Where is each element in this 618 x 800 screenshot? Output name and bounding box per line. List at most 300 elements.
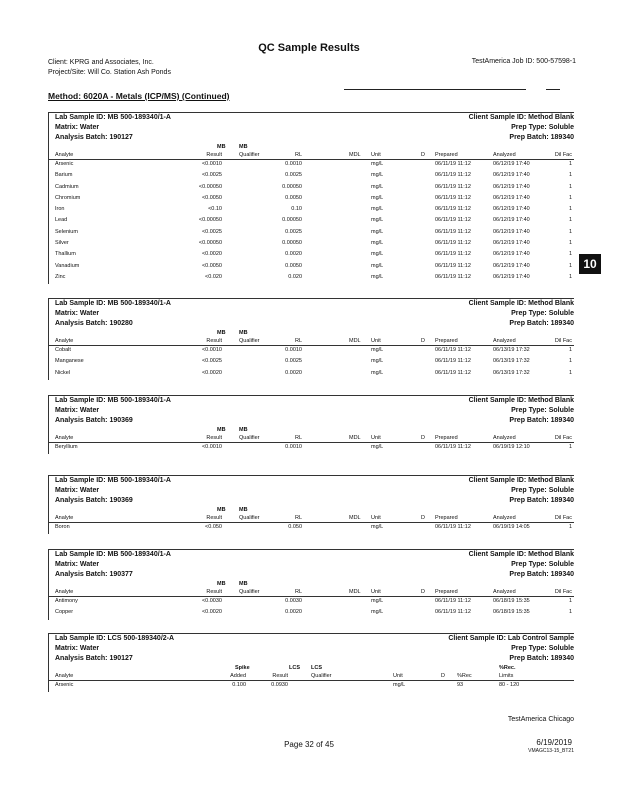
- cell-result: <0.0025: [201, 358, 222, 365]
- cell-unit: mg/L: [371, 358, 384, 365]
- cell-rec: 93: [457, 682, 464, 688]
- table-row: [49, 239, 574, 250]
- cell-result: <0.00050: [198, 240, 222, 247]
- column-header-rl: RL: [294, 338, 302, 344]
- cell-unit: mg/L: [371, 369, 384, 376]
- cell-prepared: 06/11/19 11:12: [435, 598, 471, 604]
- client-sample-id: Client Sample ID: Method Blank: [468, 114, 574, 121]
- cell-limits: 80 - 120: [499, 682, 520, 688]
- column-header-unit: Unit: [371, 589, 381, 595]
- column-header-d: D: [421, 589, 425, 595]
- matrix: Matrix: Water: [55, 645, 100, 652]
- client-sample-id: Client Sample ID: Lab Control Sample: [448, 635, 574, 642]
- lab-sample-id: Lab Sample ID: MB 500-189340/1-A: [55, 551, 171, 558]
- cell-analyzed: 06/12/19 17:40: [493, 206, 530, 213]
- table-row: [49, 608, 574, 619]
- cell-unit: mg/L: [371, 183, 384, 190]
- cell-result: <0.0020: [201, 251, 222, 258]
- cell-result: <0.0025: [201, 228, 222, 235]
- mb-label: MB: [217, 144, 226, 150]
- cell-analyzed: 06/12/19 17:40: [493, 161, 530, 167]
- cell-analyzed: 06/12/19 17:40: [493, 194, 530, 201]
- table-row: [49, 205, 574, 216]
- cell-analyzed: 06/12/19 17:40: [493, 228, 530, 235]
- qualifier-row: [49, 580, 574, 588]
- info-row: [49, 560, 574, 570]
- info-row: [49, 123, 574, 133]
- cell-unit: mg/L: [371, 217, 384, 224]
- cell-prepared: 06/11/19 11:12: [435, 228, 471, 235]
- cell-prepared: 06/11/19 11:12: [435, 217, 471, 224]
- footer-code: VMAGC13-15_BT21: [528, 748, 574, 754]
- column-header-analyte: Analyte: [55, 589, 74, 595]
- client-name: Client: KPRG and Associates, Inc.: [48, 59, 154, 66]
- cell-dil: 1: [568, 240, 572, 247]
- column-header-unit: Unit: [371, 435, 381, 441]
- cell-rl: 0.0025: [285, 228, 302, 235]
- column-header-rl: RL: [294, 435, 302, 441]
- cell-unit: mg/L: [371, 194, 384, 201]
- cell-analyte: Arsenic: [55, 682, 74, 688]
- cell-analyzed: 06/13/19 17:32: [493, 369, 530, 376]
- cell-analyzed: 06/18/19 15:35: [493, 598, 530, 604]
- cell-analyte: Antimony: [55, 598, 78, 604]
- column-header-d: D: [421, 152, 425, 158]
- matrix: Matrix: Water: [55, 407, 100, 414]
- cell-rl: 0.0050: [285, 194, 302, 201]
- cell-dil: 1: [568, 228, 572, 235]
- info-row: [49, 416, 574, 426]
- column-header-dil: Dil Fac: [554, 515, 572, 521]
- column-header-analyzed: Analyzed: [493, 435, 516, 441]
- table-row: [49, 250, 574, 261]
- table-row: [49, 160, 574, 171]
- cell-unit: mg/L: [371, 347, 384, 353]
- prep-type: Prep Type: Soluble: [511, 407, 574, 414]
- cell-result: <0.0050: [201, 262, 222, 269]
- column-header-mdl: MDL: [349, 152, 361, 158]
- cell-analyzed: 06/13/19 17:32: [493, 347, 530, 353]
- divider: [344, 89, 526, 90]
- cell-rl: 0.00050: [282, 240, 302, 247]
- cell-unit: mg/L: [371, 444, 384, 450]
- cell-unit: mg/L: [371, 172, 384, 179]
- mb-label: MB: [239, 144, 248, 150]
- column-header-prepared: Prepared: [435, 435, 458, 441]
- cell-unit: mg/L: [393, 682, 406, 688]
- column-header-analyte: Analyte: [55, 515, 74, 521]
- prep-type: Prep Type: Soluble: [511, 310, 574, 317]
- lcs-label: LCS: [311, 665, 322, 671]
- table-row: [49, 346, 574, 357]
- prep-batch: Prep Batch: 189340: [509, 417, 574, 424]
- qc-block: [48, 549, 574, 620]
- info-row: [49, 396, 574, 406]
- column-header-result: Result: [206, 435, 222, 441]
- qualifier-row: [49, 329, 574, 337]
- lcs-block: [48, 633, 574, 692]
- column-header-analyte: Analyte: [55, 673, 74, 679]
- column-header-row: [49, 434, 574, 443]
- analysis-batch: Analysis Batch: 190280: [55, 320, 133, 327]
- cell-rl: 0.0020: [285, 369, 302, 376]
- cell-rl: 0.00050: [282, 183, 302, 190]
- job-id: TestAmerica Job ID: 500-57598-1: [471, 58, 576, 65]
- cell-rl: 0.0010: [285, 161, 302, 167]
- cell-result: <0.0010: [201, 444, 222, 450]
- cell-result: <0.00050: [198, 183, 222, 190]
- prep-batch: Prep Batch: 189340: [509, 134, 574, 141]
- mb-label: MB: [217, 427, 226, 433]
- client-sample-id: Client Sample ID: Method Blank: [468, 477, 574, 484]
- prep-type: Prep Type: Soluble: [511, 645, 574, 652]
- prep-batch: Prep Batch: 189340: [509, 571, 574, 578]
- cell-dil: 1: [568, 273, 572, 280]
- cell-result: <0.0050: [201, 194, 222, 201]
- mb-label: MB: [217, 581, 226, 587]
- mb-label: MB: [239, 330, 248, 336]
- lab-sample-id: Lab Sample ID: MB 500-189340/1-A: [55, 477, 171, 484]
- analysis-batch: Analysis Batch: 190369: [55, 497, 133, 504]
- cell-rl: 0.0020: [285, 251, 302, 258]
- cell-analyzed: 06/12/19 17:40: [493, 240, 530, 247]
- mb-label: MB: [239, 427, 248, 433]
- qc-block: [48, 298, 574, 380]
- info-row: [49, 570, 574, 580]
- project-site: Project/Site: Will Co. Station Ash Ponds: [48, 69, 171, 76]
- cell-result: 0.0930: [271, 682, 288, 688]
- cell-analyzed: 06/13/19 17:32: [493, 358, 530, 365]
- cell-result: <0.050: [205, 524, 222, 530]
- column-header-row: [49, 337, 574, 346]
- page-number: Page 32 of 45: [284, 740, 334, 749]
- column-header-d: D: [421, 515, 425, 521]
- qc-block: [48, 475, 574, 534]
- cell-unit: mg/L: [371, 609, 384, 616]
- matrix: Matrix: Water: [55, 310, 100, 317]
- column-header-analyzed: Analyzed: [493, 589, 516, 595]
- info-row: [49, 476, 574, 486]
- info-row: [49, 634, 574, 644]
- column-header-analyte: Analyte: [55, 435, 74, 441]
- cell-prepared: 06/11/19 11:12: [435, 444, 471, 450]
- mb-label: MB: [239, 507, 248, 513]
- cell-analyte: Iron: [55, 206, 65, 213]
- cell-prepared: 06/11/19 11:12: [435, 240, 471, 247]
- footer-date: 6/19/2019: [536, 738, 572, 747]
- cell-rl: 0.0010: [285, 444, 302, 450]
- table-row: [49, 228, 574, 239]
- client-sample-id: Client Sample ID: Method Blank: [468, 551, 574, 558]
- cell-analyte: Boron: [55, 524, 70, 530]
- info-row: [49, 133, 574, 143]
- cell-dil: 1: [568, 161, 572, 167]
- cell-analyzed: 06/18/19 15:35: [493, 609, 530, 616]
- cell-prepared: 06/11/19 11:12: [435, 161, 471, 167]
- cell-unit: mg/L: [371, 262, 384, 269]
- cell-prepared: 06/11/19 11:12: [435, 194, 471, 201]
- cell-rl: 0.020: [288, 273, 302, 280]
- cell-dil: 1: [568, 217, 572, 224]
- cell-rl: 0.0025: [285, 172, 302, 179]
- cell-analyzed: 06/19/19 12:10: [493, 444, 530, 450]
- prep-batch: Prep Batch: 189340: [509, 320, 574, 327]
- cell-dil: 1: [568, 183, 572, 190]
- column-header-result: Result: [272, 673, 288, 679]
- column-header-result: Result: [206, 589, 222, 595]
- info-row: [49, 406, 574, 416]
- cell-result: <0.10: [208, 206, 222, 213]
- column-header-qualifier: Qualifier: [239, 152, 260, 158]
- prep-batch: Prep Batch: 189340: [509, 497, 574, 504]
- cell-result: <0.0010: [201, 161, 222, 167]
- cell-prepared: 06/11/19 11:12: [435, 172, 471, 179]
- cell-rl: 0.00050: [282, 217, 302, 224]
- section-tab: 10: [579, 254, 601, 274]
- column-header-row: [49, 672, 574, 681]
- column-header-analyte: Analyte: [55, 338, 74, 344]
- cell-prepared: 06/11/19 11:12: [435, 183, 471, 190]
- mb-label: MB: [217, 330, 226, 336]
- cell-rl: 0.0025: [285, 358, 302, 365]
- prep-type: Prep Type: Soluble: [511, 124, 574, 131]
- column-header-mdl: MDL: [349, 515, 361, 521]
- lab-sample-id: Lab Sample ID: MB 500-189340/1-A: [55, 397, 171, 404]
- cell-analyte: Beryllium: [55, 444, 78, 450]
- table-row: [49, 194, 574, 205]
- cell-result: <0.0010: [201, 347, 222, 353]
- cell-analyzed: 06/12/19 17:40: [493, 183, 530, 190]
- cell-analyte: Lead: [55, 217, 68, 224]
- cell-prepared: 06/11/19 11:12: [435, 369, 471, 376]
- column-header-row: [49, 514, 574, 523]
- qualifier-row: [49, 426, 574, 434]
- analysis-batch: Analysis Batch: 190127: [55, 655, 133, 662]
- cell-rl: 0.10: [291, 206, 302, 213]
- mb-label: MB: [239, 581, 248, 587]
- cell-dil: 1: [568, 194, 572, 201]
- cell-analyte: Chromium: [55, 194, 81, 201]
- cell-analyte: Zinc: [55, 273, 66, 280]
- cell-prepared: 06/11/19 11:12: [435, 251, 471, 258]
- cell-prepared: 06/11/19 11:12: [435, 358, 471, 365]
- column-header-rec: %Rec: [457, 673, 472, 679]
- table-row: [49, 597, 574, 608]
- column-header-unit: Unit: [371, 152, 381, 158]
- column-header-rl: RL: [294, 589, 302, 595]
- cell-unit: mg/L: [371, 161, 384, 167]
- qc-block: [48, 112, 574, 284]
- cell-rl: 0.0050: [285, 262, 302, 269]
- column-header-mdl: MDL: [349, 589, 361, 595]
- matrix: Matrix: Water: [55, 124, 100, 131]
- column-header-qualifier: Qualifier: [239, 515, 260, 521]
- column-header-row: [49, 151, 574, 160]
- cell-analyte: Nickel: [55, 369, 70, 376]
- cell-prepared: 06/11/19 11:12: [435, 609, 471, 616]
- column-header-analyzed: Analyzed: [493, 338, 516, 344]
- cell-result: <0.0020: [201, 369, 222, 376]
- cell-spike-added: 0.100: [232, 682, 246, 688]
- matrix: Matrix: Water: [55, 487, 100, 494]
- cell-analyte: Barium: [55, 172, 73, 179]
- cell-analyte: Arsenic: [55, 161, 74, 167]
- column-header-result: Result: [206, 515, 222, 521]
- analysis-batch: Analysis Batch: 190369: [55, 417, 133, 424]
- column-header-rl: RL: [294, 515, 302, 521]
- header-client-info: [48, 58, 171, 78]
- cell-prepared: 06/11/19 11:12: [435, 273, 471, 280]
- column-header-result: Result: [206, 152, 222, 158]
- matrix: Matrix: Water: [55, 561, 100, 568]
- cell-dil: 1: [568, 609, 572, 616]
- column-header-mdl: MDL: [349, 435, 361, 441]
- column-header-unit: Unit: [371, 515, 381, 521]
- cell-analyte: Thallium: [55, 251, 76, 258]
- cell-prepared: 06/11/19 11:12: [435, 524, 471, 530]
- column-header-qualifier: Qualifier: [311, 673, 332, 679]
- column-header-row: [49, 588, 574, 597]
- client-sample-id: Client Sample ID: Method Blank: [468, 397, 574, 404]
- cell-prepared: 06/11/19 11:12: [435, 262, 471, 269]
- cell-analyte: Selenium: [55, 228, 78, 235]
- prep-type: Prep Type: Soluble: [511, 487, 574, 494]
- info-row: [49, 319, 574, 329]
- cell-result: <0.0025: [201, 172, 222, 179]
- info-row: [49, 299, 574, 309]
- analysis-batch: Analysis Batch: 190127: [55, 134, 133, 141]
- table-row: [49, 171, 574, 182]
- cell-analyzed: 06/12/19 17:40: [493, 262, 530, 269]
- column-header-analyzed: Analyzed: [493, 152, 516, 158]
- table-row: [49, 216, 574, 227]
- column-header-spike_bottom: Added: [230, 673, 246, 679]
- cell-result: <0.00050: [198, 217, 222, 224]
- qualifier-row: [49, 506, 574, 514]
- table-row: [49, 443, 574, 454]
- cell-rl: 0.050: [288, 524, 302, 530]
- info-row: [49, 550, 574, 560]
- lcs-header-top: [49, 664, 574, 672]
- column-header-rl: RL: [294, 152, 302, 158]
- client-sample-id: Client Sample ID: Method Blank: [468, 300, 574, 307]
- method-title: Method: 6020A - Metals (ICP/MS) (Continued): [48, 91, 230, 101]
- column-header-dil: Dil Fac: [554, 435, 572, 441]
- cell-analyte: Silver: [55, 240, 69, 247]
- info-row: [49, 654, 574, 664]
- analysis-batch: Analysis Batch: 190377: [55, 571, 133, 578]
- cell-result: <0.0020: [201, 609, 222, 616]
- table-row: [49, 523, 574, 534]
- column-header-result: Result: [206, 338, 222, 344]
- column-header-unit: Unit: [371, 338, 381, 344]
- cell-unit: mg/L: [371, 524, 384, 530]
- column-header-unit: Unit: [393, 673, 403, 679]
- cell-analyte: Cobalt: [55, 347, 71, 353]
- cell-analyte: Vanadium: [55, 262, 80, 269]
- info-row: [49, 113, 574, 123]
- table-row: [49, 273, 574, 284]
- column-header-prepared: Prepared: [435, 152, 458, 158]
- column-header-dil: Dil Fac: [554, 589, 572, 595]
- column-header-mdl: MDL: [349, 338, 361, 344]
- rec-label: %Rec.: [499, 665, 516, 671]
- column-header-qualifier: Qualifier: [239, 589, 260, 595]
- cell-analyzed: 06/12/19 17:40: [493, 172, 530, 179]
- table-row: [49, 681, 574, 692]
- cell-prepared: 06/11/19 11:12: [435, 206, 471, 213]
- cell-dil: 1: [568, 172, 572, 179]
- qc-block: [48, 395, 574, 454]
- cell-unit: mg/L: [371, 240, 384, 247]
- cell-unit: mg/L: [371, 251, 384, 258]
- column-header-qualifier: Qualifier: [239, 338, 260, 344]
- column-header-d: D: [441, 673, 445, 679]
- column-header-prepared: Prepared: [435, 515, 458, 521]
- cell-unit: mg/L: [371, 273, 384, 280]
- table-row: [49, 357, 574, 368]
- table-row: [49, 369, 574, 380]
- lab-sample-id: Lab Sample ID: LCS 500-189340/2-A: [55, 635, 175, 642]
- cell-unit: mg/L: [371, 228, 384, 235]
- cell-analyte: Copper: [55, 609, 74, 616]
- column-header-limits: Limits: [499, 673, 514, 679]
- column-header-dil: Dil Fac: [554, 338, 572, 344]
- cell-analyzed: 06/12/19 17:40: [493, 217, 530, 224]
- column-header-analyte: Analyte: [55, 152, 74, 158]
- cell-analyzed: 06/19/19 14:05: [493, 524, 530, 530]
- cell-dil: 1: [568, 251, 572, 258]
- cell-dil: 1: [568, 206, 572, 213]
- table-row: [49, 183, 574, 194]
- cell-analyzed: 06/12/19 17:40: [493, 251, 530, 258]
- cell-unit: mg/L: [371, 598, 384, 604]
- info-row: [49, 486, 574, 496]
- cell-analyte: Cadmium: [55, 183, 79, 190]
- cell-prepared: 06/11/19 11:12: [435, 347, 471, 353]
- column-header-d: D: [421, 338, 425, 344]
- cell-dil: 1: [568, 598, 572, 604]
- column-header-d: D: [421, 435, 425, 441]
- column-header-prepared: Prepared: [435, 589, 458, 595]
- cell-dil: 1: [568, 358, 572, 365]
- lab-sample-id: Lab Sample ID: MB 500-189340/1-A: [55, 114, 171, 121]
- column-header-prepared: Prepared: [435, 338, 458, 344]
- cell-dil: 1: [568, 369, 572, 376]
- spike-label: Spike: [235, 665, 250, 671]
- lcs-label: LCS: [289, 665, 300, 671]
- column-header-dil: Dil Fac: [554, 152, 572, 158]
- column-header-qualifier: Qualifier: [239, 435, 260, 441]
- cell-analyzed: 06/12/19 17:40: [493, 273, 530, 280]
- column-header-analyzed: Analyzed: [493, 515, 516, 521]
- cell-rl: 0.0020: [285, 609, 302, 616]
- info-row: [49, 309, 574, 319]
- cell-dil: 1: [568, 444, 572, 450]
- page-title: QC Sample Results: [258, 42, 360, 54]
- prep-type: Prep Type: Soluble: [511, 561, 574, 568]
- cell-dil: 1: [568, 524, 572, 530]
- info-row: [49, 496, 574, 506]
- cell-result: <0.020: [205, 273, 222, 280]
- mb-label: MB: [217, 507, 226, 513]
- cell-result: <0.0030: [201, 598, 222, 604]
- table-row: [49, 262, 574, 273]
- cell-unit: mg/L: [371, 206, 384, 213]
- cell-dil: 1: [568, 347, 572, 353]
- prep-batch: Prep Batch: 189340: [509, 655, 574, 662]
- qualifier-row: [49, 143, 574, 151]
